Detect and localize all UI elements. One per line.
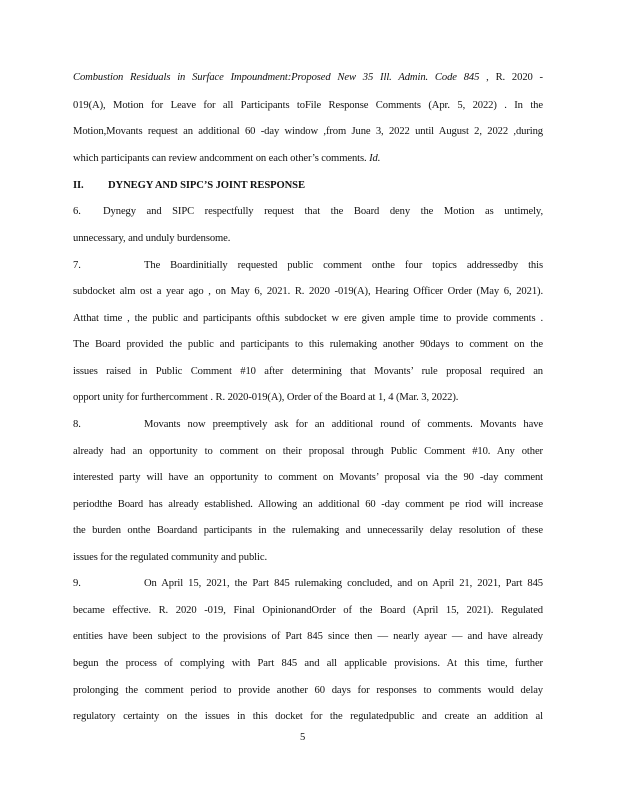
paragraph-6-line: 6. Dynegy and SIPC respectfully request that the Board deny the Motion as untimely, [73,206,543,217]
text-line: regulatory certainty on the issues in this docket for the regulatedpublic and create an addition al [73,711,543,722]
page-number: 5 [300,732,306,743]
text-line: issues raised in Public Comment #10 after determining that Movants’ rule proposal required an [73,366,543,377]
text-line: prolonging the comment period to provide another 60 days for responses to comments would delay [73,685,543,696]
text-line: Motion,Movants request an additional 60 -day window ,from June 3, 2022 until August 2, 2022 ,during [73,126,543,137]
paragraph-9-line: 9. On April 15, 2021, the Part 845 rulemaking concluded, and on April 21, 2021, Part 845 [73,578,543,589]
text-line: periodthe Board has already established. Allowing an additional 60 -day comment pe riod will increase [73,499,543,510]
text-line: which participants can review andcomment on each other’s comments. Id. [73,153,381,164]
text-line: Combustion Residuals in Surface Impoundment:Proposed New 35 Ill. Admin. Code 845 , R. 2020 - [73,72,543,83]
text-line: 019(A), Motion for Leave for all Participants toFile Response Comments (Apr. 5, 2022) . In the [73,100,543,111]
text-line: opport unity for furthercomment . R. 2020-019(A), Order of the Board at 1, 4 (Mar. 3, 2022). [73,392,459,403]
text-line: unnecessary, and unduly burdensome. [73,233,231,244]
text-line: entities have been subject to the provisions of Part 845 since then — nearly ayear — and have already [73,631,543,642]
paragraph-8-line: 8. Movants now preemptively ask for an additional round of comments. Movants have [73,419,543,430]
text-line: begun the process of complying with Part 845 and all applicable provisions. At this time, further [73,658,543,669]
section-heading: II. DYNEGY AND SIPC’S JOINT RESPONSE [73,180,305,191]
paragraph-7-line: 7. The Boardinitially requested public comment onthe four topics addressedby this [73,260,543,271]
text-line: Atthat time , the public and participants ofthis subdocket w ere given ample time to provide comments . [73,313,543,324]
text-line: already had an opportunity to comment on their proposal through Public Comment #10. Any other [73,446,543,457]
text-line: The Board provided the public and participants to this rulemaking another 90days to comment on the [73,339,543,350]
text-line: subdocket alm ost a year ago , on May 6, 2021. R. 2020 -019(A), Hearing Officer Order (May 6, 2021). [73,286,543,297]
text-line: became effective. R. 2020 -019, Final OpinionandOrder of the Board (April 15, 2021). Regulated [73,605,543,616]
text-line: the burden onthe Boardand participants in the rulemaking and unnecessarily delay resolution of these [73,525,543,536]
text-line: issues for the regulated community and public. [73,552,267,563]
text-line: interested party will have an opportunity to comment on Movants’ proposal via the 90 -day comment [73,472,543,483]
